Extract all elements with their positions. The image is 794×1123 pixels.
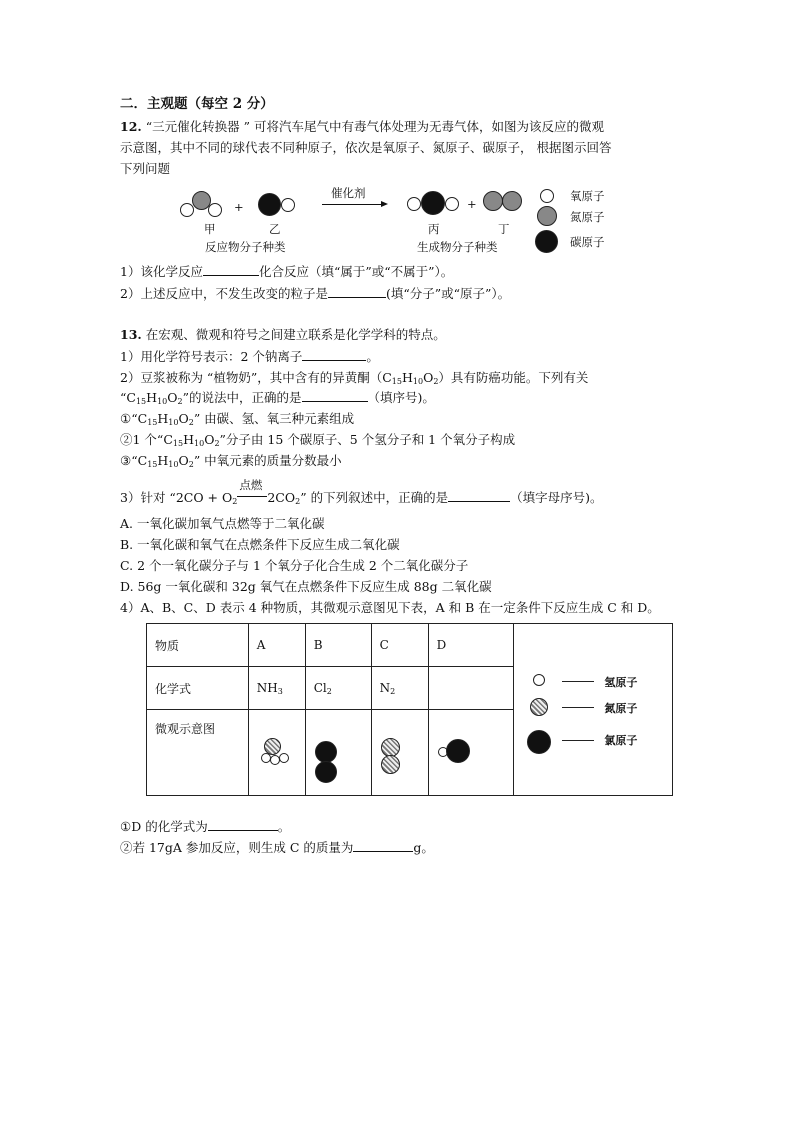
carbon-atom <box>421 191 445 215</box>
catalyst-label: 催化剂 <box>331 186 366 200</box>
answer-blank[interactable] <box>353 839 413 852</box>
q13-option-1: $①“C_{15}H_{10}O_2$” 由碳、氢、氧三种元素组成 <box>120 411 355 427</box>
q13-number: 13. <box>120 327 142 342</box>
ignite-arrow <box>237 478 267 502</box>
hydrogen-atom <box>279 753 289 763</box>
q13-sub3: 3）针对 “$2CO + O_2$ 点燃 $2CO_2$” 的下列叙述中，正确的是 （填字母序号)。 <box>120 478 603 506</box>
label-yi: 乙 <box>269 222 281 236</box>
nitrogen-atom <box>381 755 400 774</box>
chlorine-atom <box>315 741 337 763</box>
molecule-a <box>248 710 305 796</box>
q12-text1: “三元催化转换器 ” 可将汽车尾气中有毒气体处理为无毒气体，如图为该反应的微观 <box>145 119 604 134</box>
q12-sub1-text2: 化合反应（填“属于”或“不属于”）。 <box>258 264 454 279</box>
legend-line <box>562 740 594 741</box>
q13-sub2-text: 2）豆浆被称为 “植物奶”，其中含有的异黄酮（ <box>120 370 383 385</box>
q13-answer-2: ②若 17gA 参加反应，则生成 C 的质量为 g。 <box>120 840 434 855</box>
q13-option-B: B. 一氧化碳和氧气在点燃条件下反应生成二氧化碳 <box>120 537 400 552</box>
q13-intro-line <box>120 326 446 344</box>
q12-line1 <box>120 118 604 136</box>
q13-option-3: $③“C_{15}H_{10}O_2$” 中氧元素的质量分数最小 <box>120 453 342 469</box>
oxygen-atom <box>407 197 421 211</box>
table-cell: B <box>305 624 371 667</box>
isoflavone-formula: $C_{15}H_{10}O_2$ <box>137 453 194 469</box>
substance-table <box>146 623 673 796</box>
legend-nitrogen: 氮原子 <box>570 210 605 224</box>
carbon-legend-icon <box>535 230 558 253</box>
nitrogen-legend-icon <box>530 698 548 716</box>
q13-sub2 <box>120 369 588 387</box>
label-bing: 丙 <box>428 222 440 236</box>
q13-sub1 <box>120 348 379 366</box>
chlorine-atom <box>446 739 470 763</box>
q12-sub2-text: 2）上述反应中，不发生改变的粒子是 <box>120 286 328 301</box>
formula-nh3: $NH_3$ <box>248 667 305 710</box>
q13-sub2-line2: “$C_{15}H_{10}O_2$”的说法中，正确的是 （填序号)。 <box>120 390 435 406</box>
q13-sub1-end: 。 <box>366 349 379 364</box>
q13-sub2-text2: ）具有防癌功能。下列有关 <box>438 370 589 385</box>
molecule-c <box>371 710 428 796</box>
q12-sub1 <box>120 263 453 281</box>
label-ding: 丁 <box>498 222 510 236</box>
q12-line3: 下列问题 <box>120 161 171 176</box>
formula-n2: $N_2$ <box>371 667 428 710</box>
reactants-caption: 反应物分子种类 <box>205 240 286 254</box>
isoflavone-formula: $C_{15}H_{10}O_2$ <box>126 390 183 406</box>
isoflavone-formula: $C_{15}H_{10}O_2$ <box>382 370 439 386</box>
isoflavone-formula: $C_{15}H_{10}O_2$ <box>137 411 194 427</box>
nitrogen-atom <box>483 191 503 211</box>
q13-option-A: A. 一氧化碳加氧气点燃等于二氧化碳 <box>120 516 325 531</box>
table-cell: 化学式 <box>147 667 249 710</box>
table-cell: D <box>428 624 514 667</box>
q13-intro: 在宏观、微观和符号之间建立联系是化学学科的特点。 <box>145 327 446 342</box>
formula-cl2: $Cl_2$ <box>305 667 371 710</box>
answer-blank[interactable] <box>203 263 259 276</box>
table-cell: C <box>371 624 428 667</box>
q12-sub1-text: 1）该化学反应 <box>120 264 203 279</box>
legend-chlorine: 氯原子 <box>604 734 638 747</box>
q13-sub1-text: 1）用化学符号表示：2 个钠离子 <box>120 349 303 364</box>
legend-line <box>562 681 594 682</box>
arrow-head-icon <box>381 201 388 207</box>
reaction-arrow <box>322 204 382 205</box>
answer-blank[interactable] <box>208 818 278 831</box>
answer-blank[interactable] <box>302 348 366 361</box>
section-title: 二．主观题（每空 2 分） <box>120 96 274 112</box>
oxygen-atom <box>208 203 222 217</box>
molecule-d <box>428 710 514 796</box>
answer-blank[interactable] <box>302 389 368 402</box>
q12-sub2 <box>120 285 510 303</box>
table-cell <box>428 667 514 710</box>
q12-number: 12. <box>120 119 142 134</box>
products-caption: 生成物分子种类 <box>417 240 498 254</box>
oxygen-atom <box>281 198 295 212</box>
q12-sub2-text2: (填“分子”或“原子”）。 <box>385 286 511 301</box>
q13-sub4: 4）A、B、C、D 表示 4 种物质，其微观示意图见下表，A 和 B 在一定条件下反应生成 C 和 D。 <box>120 600 660 615</box>
oxygen-atom <box>180 203 194 217</box>
hydrogen-legend-icon <box>533 674 545 686</box>
plus-sign: + <box>234 200 244 214</box>
molecule-b <box>305 710 371 796</box>
plus-sign: + <box>467 197 477 211</box>
table-cell: 微观示意图 <box>147 710 249 796</box>
table-cell: 物质 <box>147 624 249 667</box>
legend-hydrogen: 氢原子 <box>604 676 638 689</box>
label-jia: 甲 <box>204 222 216 236</box>
table-row <box>147 624 673 667</box>
nitrogen-legend-icon <box>537 206 557 226</box>
answer-blank[interactable] <box>448 489 510 502</box>
legend-oxygen: 氧原子 <box>570 189 605 203</box>
table-cell: A <box>248 624 305 667</box>
isoflavone-formula: $C_{15}H_{10}O_2$ <box>163 432 220 448</box>
legend-nitrogen: 氮原子 <box>604 702 638 715</box>
q13-answer-1: ①D 的化学式为 。 <box>120 819 291 834</box>
chlorine-atom <box>315 761 337 783</box>
oxygen-legend-icon <box>540 189 554 203</box>
carbon-atom <box>258 193 281 216</box>
nitrogen-atom <box>502 191 522 211</box>
legend-line <box>562 707 594 708</box>
q12-line2: 示意图，其中不同的球代表不同种原子，依次是氧原子、氮原子、碳原子， 根据图示回答 <box>120 140 612 155</box>
q13-option-2: ②1 个“$C_{15}H_{10}O_2$”分子由 15 个碳原子、5 个氢分子和 1 个氧分子构成 <box>120 432 516 448</box>
ignite-condition: 点燃 <box>239 478 263 492</box>
legend-cell <box>514 624 673 796</box>
answer-blank[interactable] <box>328 285 386 298</box>
q13-option-D: D. 56g 一氧化碳和 32g 氧气在点燃条件下反应生成 88g 二氧化碳 <box>120 579 492 594</box>
chlorine-legend-icon <box>527 730 551 754</box>
oxygen-atom <box>445 197 459 211</box>
legend-carbon: 碳原子 <box>570 235 605 249</box>
q13-option-C: C. 2 个一氧化碳分子与 1 个氧分子化合生成 2 个二氧化碳分子 <box>120 558 469 573</box>
